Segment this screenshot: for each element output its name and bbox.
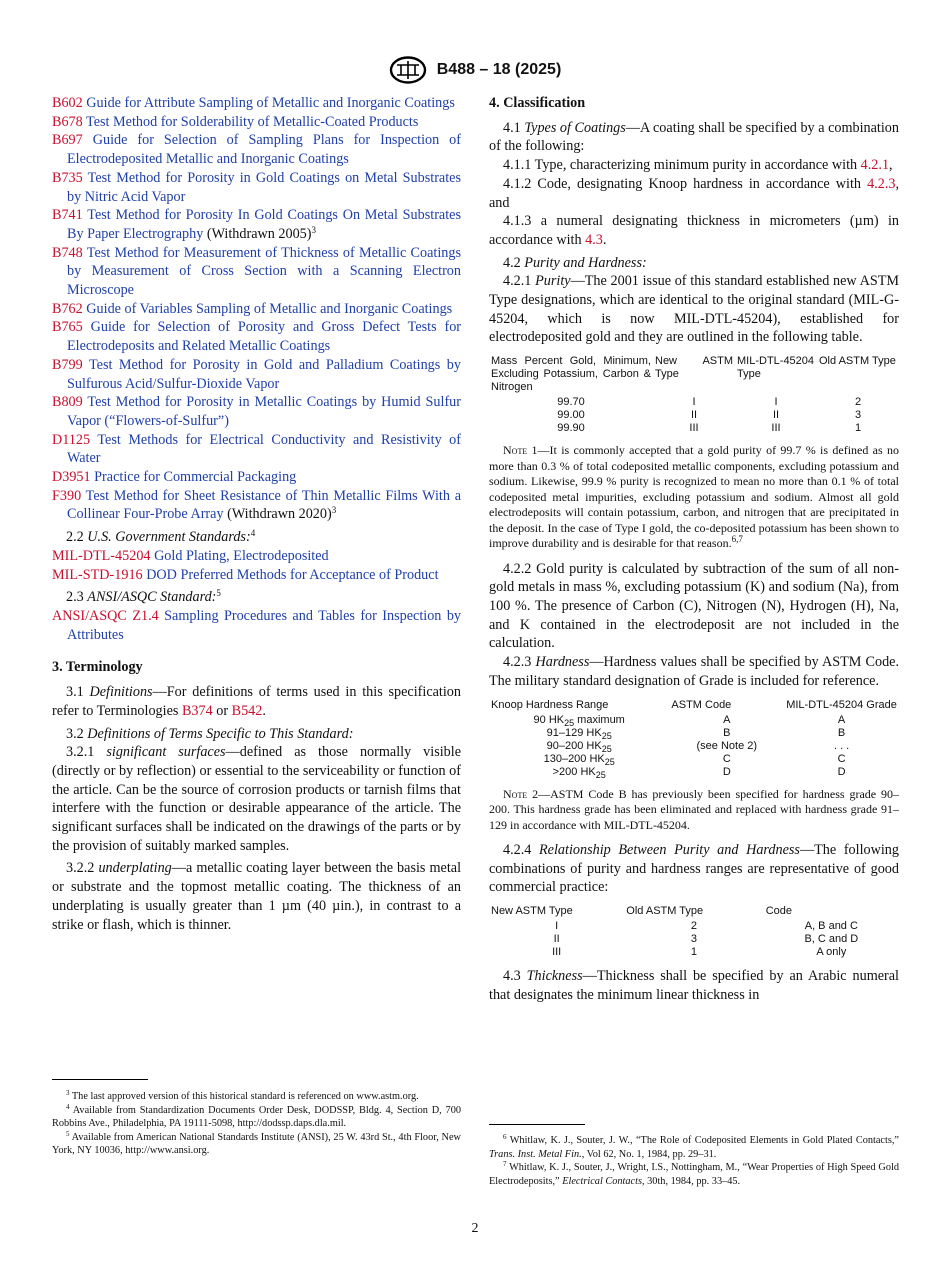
- footnote-rule-right: [489, 1124, 585, 1125]
- reference-code[interactable]: B762: [52, 300, 83, 317]
- para-3-2-1: 3.2.1 significant surfaces—defined as those normally visible (directly or by reflection) or essential to the serviceability or function of the article. Can be the source of corrosion products or tarnish films that interfere with the function or desirable appearance of the article. The significant surfaces shall be indicated on the drawings of the parts or by the provision of suitably marked samples.: [52, 744, 461, 854]
- reference-title[interactable]: Test Method for Solderability of Metallic-Coated Products: [86, 113, 419, 130]
- combination-table-header: [489, 903, 899, 920]
- page-header: [0, 56, 950, 84]
- reference-code[interactable]: F390: [52, 487, 82, 504]
- link-4-2-1[interactable]: 4.2.1: [860, 157, 890, 174]
- footnote-number: 7: [503, 1160, 507, 1169]
- reference-item[interactable]: [52, 206, 461, 243]
- col-header: Old ASTM Type: [626, 905, 704, 918]
- para-4-2-3: 4.2.3 Hardness—Hardness values shall be specified by ASTM Code. The military standard designation of Grade is included for reference.: [489, 654, 900, 689]
- link-b542[interactable]: B542: [231, 702, 263, 719]
- para-4-2-1: 4.2.1 Purity—The 2001 issue of this standard established new ASTM Type designations, which are identical to the original standard (MIL-G-45204, which is now MIL-DTL-45204), established for electrodeposited gold and they are outlined in the following table.: [489, 273, 899, 346]
- col-header: Code: [765, 905, 792, 918]
- hardness-table-header: [489, 697, 899, 714]
- table-cell: 2: [854, 396, 862, 409]
- footnote-text: Available from American National Standards Institute (ANSI), 25 W. 43rd St., 4th Floor, New York, NY 10036, http://www.ansi.org.: [52, 1131, 461, 1157]
- reference-code[interactable]: MIL-STD-1916: [52, 566, 143, 583]
- reference-item-ansi[interactable]: ANSI/ASQC Z1.4 Sampling Procedures and Tables for Inspection by Attributes: [52, 607, 462, 643]
- reference-title[interactable]: Guide of Variables Sampling of Metallic and Inorganic Coatings: [86, 300, 453, 317]
- reference-code[interactable]: B765: [52, 319, 83, 336]
- table-cell: A: [723, 713, 731, 726]
- footnote-number: 5: [66, 1129, 70, 1138]
- table-cell: B: [837, 726, 846, 739]
- hardness-range: 90–200 HK: [546, 739, 602, 752]
- table-cell: 2: [690, 920, 698, 933]
- hardness-load: 25: [604, 756, 615, 767]
- table-cell: A: [837, 713, 846, 726]
- col-header: MIL-DTL-45204 Grade: [786, 698, 897, 711]
- table-cell: 1: [854, 422, 862, 435]
- reference-title[interactable]: Test Method for Porosity in Gold Coatings on Metal Substrates by Nitric Acid Vapor: [67, 169, 461, 205]
- footnote: [52, 1090, 461, 1104]
- footnote-number: 4: [66, 1102, 70, 1111]
- table-cell: II: [772, 409, 780, 422]
- terminology-heading: 3. Terminology: [52, 659, 143, 676]
- col-header: Old ASTM Type: [819, 355, 896, 368]
- table-row: [489, 409, 899, 422]
- table-cell: D: [722, 765, 731, 778]
- footnotes-right: [489, 1134, 899, 1188]
- link-4-2-3[interactable]: 4.2.3: [867, 175, 896, 192]
- reference-title[interactable]: Test Method for Porosity In Gold Coatings On Metal Substrates By Paper Electrography: [67, 207, 461, 242]
- reference-item[interactable]: [52, 547, 461, 566]
- table-cell: 3: [854, 409, 862, 422]
- para-4-1-2: 4.1.2 Code, designating Knoop hardness in accordance with 4.2.3, and: [489, 175, 899, 211]
- table-cell: A only: [816, 946, 847, 959]
- reference-title[interactable]: DOD Preferred Methods for Acceptance of Product: [146, 566, 439, 583]
- hardness-load: 25: [601, 730, 612, 741]
- hardness-load: 25: [601, 743, 612, 754]
- table-row: [489, 933, 899, 946]
- reference-title[interactable]: Guide for Selection of Sampling Plans for Inspection of Electrodeposited Metallic and Inorganic Coatings: [67, 132, 462, 168]
- table-row: [489, 946, 899, 959]
- col-header: New ASTM Type: [491, 905, 573, 918]
- hardness-range: 90 HK: [533, 713, 565, 726]
- para-4-2-2: 4.2.2 Gold purity is calculated by subtraction of the sum of all non-gold metals in mass %, excluding potassium (K) and sodium (Na), from 100 %. The presence of Carbon (C), Nitrogen (N), Hydrogen (H), Na, and K contained in the electrodeposit are not included in the calculation.: [489, 560, 899, 652]
- reference-title[interactable]: Practice for Commercial Packaging: [94, 469, 297, 486]
- reference-title[interactable]: Guide for Selection of Porosity and Gross Defect Tests for Electrodeposits and Related Metallic Coatings: [67, 319, 462, 355]
- para-4-1-1: 4.1.1 Type, characterizing minimum purity in accordance with 4.2.1,: [503, 157, 893, 174]
- para-3-2: 3.2 Definitions of Terms Specific to This Standard:: [66, 725, 354, 742]
- table-cell: B, C and D: [804, 933, 859, 946]
- reference-item[interactable]: [52, 566, 461, 585]
- hardness-range: 91–129 HK: [546, 726, 602, 739]
- note-2: Note 2—ASTM Code B has previously been specified for hardness grade 90–200. This hardness grade has been eliminated and replaced with hardness grade 91–129 in accordance with MIL-DTL-45204.: [489, 786, 899, 832]
- link-b374[interactable]: B374: [181, 702, 213, 719]
- reference-title[interactable]: Test Method for Sheet Resistance of Thin Metallic Films With a Collinear Four-Probe Array: [67, 487, 461, 523]
- reference-item[interactable]: [52, 169, 461, 206]
- para-4-2: 4.2 Purity and Hardness:: [503, 254, 647, 271]
- hardness-table: [489, 697, 899, 779]
- col-header: Mass Percent Gold, Minimum, Excluding Potassium, Carbon & Nitrogen: [491, 355, 651, 394]
- reference-item[interactable]: [52, 318, 461, 355]
- reference-item[interactable]: [52, 300, 461, 319]
- table-row: [489, 396, 899, 409]
- table-cell: D: [837, 765, 846, 778]
- footnote: [489, 1161, 899, 1188]
- para-3-2-2: 3.2.2 underplating—a metallic coating layer between the basis metal or substrate and the topmost metallic coating. The thickness of an underplating is usually greater than 1 µm (40 µin.), in contrast to a strike or flash, which is thinner.: [52, 860, 462, 933]
- footnote-number: 3: [66, 1089, 70, 1097]
- table-cell: 99.90: [557, 422, 585, 435]
- footnote-text: Whitlaw, K. J., Souter, J., Wright, I.S., Nottingham, M., “Wear Properties of High Speed Gold Electrodeposits,”: [489, 1162, 899, 1187]
- table-row: [489, 753, 899, 766]
- reference-item[interactable]: [52, 487, 461, 524]
- reference-code[interactable]: B678: [52, 113, 83, 130]
- reference-item[interactable]: [52, 468, 461, 487]
- hardness-load: 25: [564, 717, 575, 728]
- table-row: [489, 920, 899, 933]
- table-cell: [489, 766, 669, 779]
- footnote-text: , Vol 62, No. 1, 1984, pp. 29–31.: [581, 1148, 717, 1160]
- table-row: [489, 422, 899, 435]
- col-header: MIL-DTL-45204 Type: [737, 355, 815, 381]
- table-cell: [489, 753, 669, 766]
- para-4-1-3: 4.1.3 a numeral designating thickness in micrometers (µm) in accordance with 4.3.: [489, 213, 899, 248]
- table-cell[interactable]: (see Note 2): [696, 739, 758, 752]
- reference-title[interactable]: Guide for Attribute Sampling of Metallic and Inorganic Coatings: [86, 95, 455, 111]
- footnote-rule-left: [52, 1079, 148, 1080]
- footnote-ref[interactable]: 3: [311, 224, 316, 235]
- footnote-text: , 30th, 1984, pp. 33–45.: [642, 1175, 741, 1187]
- reference-code[interactable]: B748: [52, 244, 83, 261]
- table-cell: 1: [690, 946, 698, 959]
- reference-item[interactable]: [52, 393, 461, 430]
- reference-item[interactable]: [52, 131, 461, 168]
- table-cell: 99.70: [557, 396, 585, 409]
- reference-item[interactable]: [52, 113, 461, 132]
- hardness-qualifier: maximum: [574, 713, 625, 726]
- reference-code[interactable]: MIL-DTL-45204: [52, 547, 151, 564]
- page-number: 2: [471, 1221, 479, 1236]
- table-cell: I: [555, 920, 559, 933]
- reference-code[interactable]: B799: [52, 356, 83, 373]
- purity-table: [489, 353, 899, 435]
- reference-status: (Withdrawn 2005): [203, 225, 312, 242]
- footnote: [52, 1104, 461, 1131]
- table-row: [489, 766, 899, 779]
- reference-status: (Withdrawn 2020): [223, 506, 332, 523]
- footnotes-left: [52, 1090, 461, 1158]
- left-column: [52, 94, 461, 934]
- reference-title[interactable]: Test Methods for Electrical Conductivity and Resistivity of Water: [67, 431, 462, 467]
- standard-designation: B488 – 18 (2025): [436, 61, 562, 78]
- reference-item[interactable]: [52, 431, 461, 468]
- table-cell: [489, 740, 669, 753]
- footnote: [489, 1134, 899, 1161]
- government-reference-list: [52, 547, 461, 584]
- reference-code[interactable]: B809: [52, 394, 83, 411]
- table-row: [489, 727, 899, 740]
- table-cell: A, B and C: [804, 920, 858, 933]
- table-cell: C: [722, 752, 731, 765]
- table-cell: 99.00: [557, 409, 585, 422]
- col-header: ASTM Code: [671, 698, 732, 711]
- classification-heading: 4. Classification: [489, 95, 586, 111]
- reference-code[interactable]: D1125: [52, 431, 91, 448]
- table-cell: III: [689, 422, 699, 435]
- hardness-load: 25: [595, 769, 606, 780]
- reference-title[interactable]: Test Method for Measurement of Thickness of Metallic Coatings by Measurement of Cross Section with a Scanning Electron Microscope: [67, 244, 461, 299]
- table-cell: I: [692, 396, 696, 409]
- section-2-2: 2.2 U.S. Government Standards:$^4$: [66, 528, 256, 546]
- reference-code[interactable]: D3951: [52, 469, 91, 486]
- section-2-3: 2.3 ANSI/ASQC Standard:$^5$: [66, 588, 221, 606]
- table-row: [489, 740, 899, 753]
- reference-code[interactable]: B697: [52, 132, 83, 149]
- col-header: Knoop Hardness Range: [491, 698, 609, 711]
- reference-item[interactable]: [52, 94, 461, 113]
- reference-list: [52, 94, 461, 524]
- table-cell: C: [837, 752, 846, 765]
- para-3-1: 3.1 Definitions—For definitions of terms used in this specification refer to Terminologies B374 or B542.: [52, 684, 461, 719]
- footnote-journal: Trans. Inst. Metal Fin.: [489, 1148, 582, 1160]
- hardness-range: 130–200 HK: [543, 752, 605, 765]
- reference-code[interactable]: B741: [52, 207, 83, 224]
- table-cell: [489, 727, 669, 740]
- table-row: [489, 714, 899, 727]
- table-cell: II: [690, 409, 698, 422]
- para-4-3: 4.3 Thickness—Thickness shall be specified by an Arabic numeral that designates the minimum linear thickness in: [489, 968, 899, 1003]
- reference-title[interactable]: Test Method for Porosity in Metallic Coatings by Humid Sulfur Vapor (“Flowers-of-Sulfur”): [67, 394, 461, 429]
- table-cell: 3: [690, 933, 698, 946]
- table-cell: III: [552, 946, 562, 959]
- reference-code[interactable]: B602: [52, 95, 83, 111]
- astm-logo-icon: [389, 56, 427, 84]
- reference-code[interactable]: B735: [52, 169, 83, 186]
- table-cell: II: [553, 933, 560, 946]
- link-4-3[interactable]: 4.3: [585, 231, 603, 248]
- hardness-range: >200 HK: [552, 765, 596, 778]
- reference-title[interactable]: Test Method for Porosity in Gold and Palladium Coatings by Sulfurous Acid/Sulfur-Dioxide Vapor: [67, 356, 461, 392]
- note-1: Note 1—It is commonly accepted that a gold purity of 99.7 % is defined as no more than 0.3 % of total codeposited metallic components, excluding potassium and sodium. Likewise, 99.9 % purity is recognized to mean no more than 0.1 % of total codeposited metal impurities, excluding potassium and sodium. Almost all gold electrodeposits will contain potassium, carbon, and nitrogen that are precipitated in the deposit. In the case of Type I gold, the co-deposited potassium has been shown to improve durability and is desirable for that reason.$^{6,7}$: [489, 443, 900, 551]
- footnote-text: Available from Standardization Documents Order Desk, DODSSP, Bldg. 4, Section D, 700 Robbins Ave., Philadelphia, PA 19111-5098, http://dodssp.daps.dla.mil.: [52, 1104, 461, 1130]
- purity-table-header: [489, 353, 899, 396]
- reference-item[interactable]: [52, 356, 461, 393]
- reference-item[interactable]: [52, 244, 461, 300]
- para-4-1: 4.1 Types of Coatings—A coating shall be specified by a combination of the following:: [489, 119, 899, 155]
- footnote: [52, 1131, 461, 1158]
- reference-title[interactable]: Gold Plating, Electrodeposited: [154, 547, 329, 564]
- table-cell: [489, 714, 669, 727]
- table-cell: I: [774, 396, 778, 409]
- table-cell: III: [771, 422, 781, 435]
- footnote-text: The last approved version of this historical standard is referenced on www.astm.org.: [71, 1091, 419, 1102]
- table-cell: . . .: [833, 739, 850, 752]
- table-cell: B: [723, 726, 731, 739]
- footnote-journal: Electrical Contacts: [562, 1175, 642, 1187]
- para-4-2-4: 4.2.4 Relationship Between Purity and Hardness—The following combinations of purity and hardness ranges are representative of good commercial practice:: [489, 842, 899, 896]
- footnote-ref[interactable]: 3: [331, 505, 337, 516]
- right-column: [489, 94, 899, 1005]
- combination-table: [489, 903, 899, 959]
- col-header: New ASTM Type: [655, 355, 733, 381]
- footnote-text: Whitlaw, K. J., Souter, J. W., “The Role of Codeposited Elements in Gold Plated Contacts,”: [509, 1135, 899, 1146]
- footnote-number: 6: [503, 1133, 507, 1141]
